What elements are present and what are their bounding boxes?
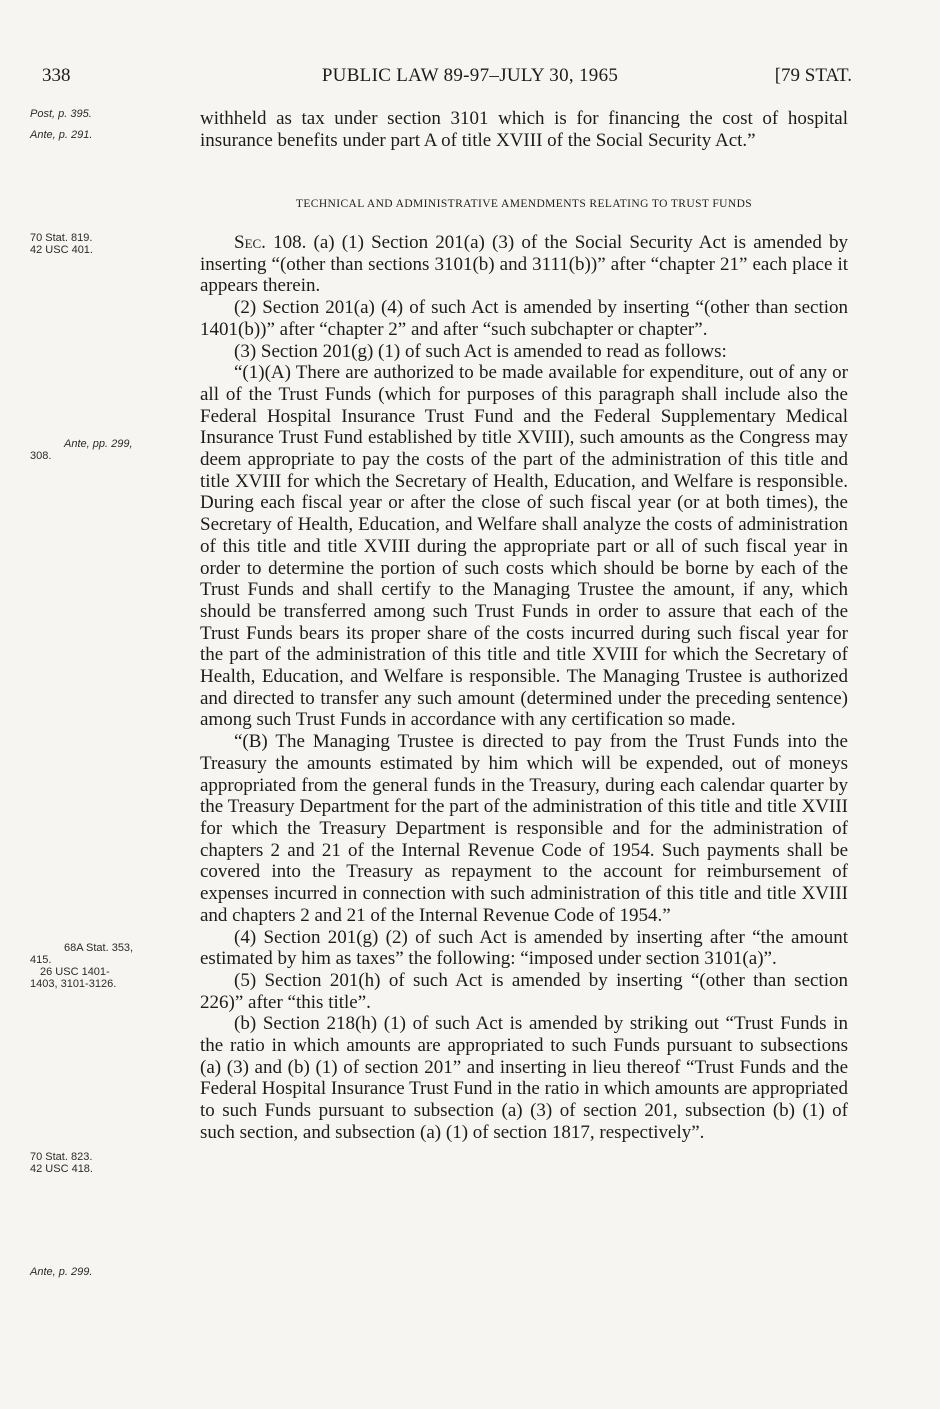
margin-citation: 308.	[30, 450, 52, 462]
margin-citation: 42 USC 418.	[30, 1163, 93, 1175]
margin-citation: Post, p. 395.	[30, 108, 92, 120]
margin-citation: 70 Stat. 823.	[30, 1151, 93, 1163]
paragraph-text: 108. (a) (1) Section 201(a) (3) of the Social Security Act is amended by inserting “(other than sections 3101(b) and 3111(b))” after “chapter 21” each place it appears therein.	[200, 232, 848, 297]
paragraph-sec-108	[200, 232, 848, 297]
margin-citation: Ante, p. 291.	[30, 129, 93, 141]
paragraph: (b) Section 218(h) (1) of such Act is amended by striking out “Trust Funds in the ratio in which amounts are appropriated to such Funds pursuant to subsections (a) (3) and (b) (1) of section 201” and inserting in lieu thereof “Trust Funds and the Federal Hospital Insurance Trust Fund in the ratio in which amounts are appropriated to such Funds pursuant to subsection (a) (3) of section 201, subsection (b) (1) of such section, and subsection (a) (1) of section 1817, respectively”.	[200, 1013, 848, 1143]
top-paragraph-block	[200, 108, 848, 151]
margin-citation: 415.	[30, 954, 52, 966]
margin-citation: Ante, pp. 299,	[64, 438, 133, 450]
margin-citation: Ante, p. 299.	[30, 1266, 93, 1278]
paragraph: “(1)(A) There are authorized to be made available for expenditure, out of any or all of the Trust Funds (which for purposes of this paragraph shall include also the Federal Hospital Insurance Trust Fund and the Federal Supplementary Medical Insurance Trust Fund established by title XVIII), such amounts as the Congress may deem appropriate to pay the costs of the part of the administration of this title and title XVIII for which the Secretary of Health, Education, and Welfare is responsible. During each fiscal year or after the close of such fiscal year (or at both times), the Secretary of Health, Education, and Welfare shall analyze the costs of administration of this title and title XVIII during the appropriate part or all of such fiscal year in order to determine the portion of such costs which should be borne by each of the Trust Funds and shall certify to the Managing Trustee the amount, if any, which should be transferred among such Trust Funds in order to assure that each of the Trust Funds bears its proper share of the costs incurred during such fiscal year for the part of the administration of this title and title XVIII for which the Secretary of Health, Education, and Welfare is responsible. The Managing Trustee is authorized and directed to transfer any such amount (determined under the preceding sentence) among such Trust Funds in accordance with any certification so made.	[200, 362, 848, 731]
main-text-block	[200, 232, 848, 1144]
margin-note-5	[30, 1151, 170, 1175]
paragraph: withheld as tax under section 3101 which is for financing the cost of hospital insurance benefits under part A of title XVIII of the Social Security Act.”	[200, 108, 848, 151]
margin-citation: 70 Stat. 819.	[30, 232, 93, 244]
paragraph: (2) Section 201(a) (4) of such Act is amended by inserting “(other than section 1401(b))” after “chapter 2” and after “such subchapter or chapter”.	[200, 297, 848, 340]
running-head: PUBLIC LAW 89-97–JULY 30, 1965	[321, 65, 619, 86]
paragraph: “(B) The Managing Trustee is directed to pay from the Trust Funds into the Treasury the amounts estimated by him which will be expended, out of moneys appropriated from the general funds in the Treasury, during each calendar quarter by the Treasury Department for the part of the administration of this title and title XVIII for which the Treasury Department is responsible and for the administration of chapters 2 and 21 of the Internal Revenue Code of 1954. Such payments shall be covered into the Treasury as repayment to the account for reimbursement of expenses incurred in connection with such administration of this title and title XVIII and chapters 2 and 21 of the Internal Revenue Code of 1954.”	[200, 731, 848, 926]
paragraph: (3) Section 201(g) (1) of such Act is amended to read as follows:	[234, 340, 727, 362]
margin-note-1	[30, 108, 170, 141]
section-heading: TECHNICAL AND ADMINISTRATIVE AMENDMENTS RELATING TO TRUST FUNDS	[295, 198, 753, 210]
margin-note-4	[30, 942, 170, 990]
margin-note-6	[30, 1266, 170, 1278]
paragraph: (5) Section 201(h) of such Act is amended by inserting “(other than section 226)” after “this title”.	[200, 969, 848, 1013]
volume-reference: [79 STAT.	[774, 65, 852, 86]
margin-citation: 26 USC 1401-	[40, 966, 110, 978]
page-number: 338	[42, 65, 71, 86]
margin-note-2	[30, 232, 170, 256]
margin-citation: 1403, 3101-3126.	[30, 978, 117, 990]
paragraph: (4) Section 201(g) (2) of such Act is amended by inserting after “the amount estimated by him as taxes” the following: “imposed under section 3101(a)”.	[200, 926, 848, 970]
margin-citation: 68A Stat. 353,	[64, 942, 134, 954]
section-label: Sec.	[234, 232, 266, 253]
margin-citation: 42 USC 401.	[30, 244, 93, 256]
margin-note-3	[30, 438, 170, 462]
